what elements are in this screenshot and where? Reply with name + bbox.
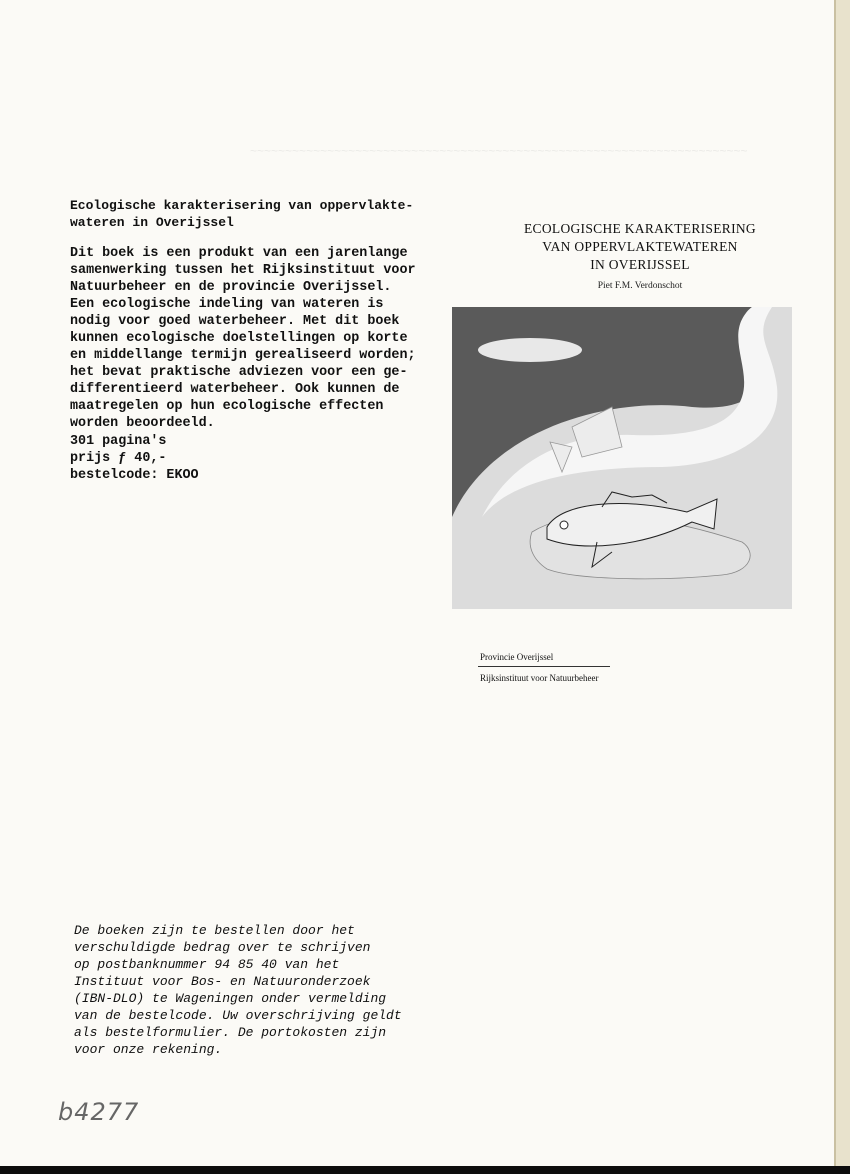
book-title: Ecologische karakterisering van oppervlakte- wateren in Overijssel bbox=[70, 198, 414, 230]
order-code: bestelcode: EKOO bbox=[70, 468, 199, 483]
bleed-through-text: ~~~~~~~~~~~~~~~~~~~~~~~~~~~~~~~~~~~~~~~~~~~~~~~~~~~~~~~~~~~~~~~~~~~~~~~ bbox=[250, 144, 748, 158]
publisher-province: Provincie Overijssel bbox=[480, 652, 554, 662]
page-edge-bottom bbox=[0, 1166, 850, 1174]
cover-author: Piet F.M. Verdonschot bbox=[597, 281, 683, 291]
ordering-info: De boeken zijn te bestellen door het verschuldigde bedrag over te schrijven op postbanknummer 94 85 40 van het Instituut voor Bos- en Natuuronderzoek (IBN-DLO) te Wageningen onder vermelding van de bestelcode. Uw overschrijving geldt als bestelformulier. De portokosten zijn voor onze rekening. bbox=[74, 923, 402, 1057]
publisher-institute: Rijksinstituut voor Natuurbeheer bbox=[480, 673, 599, 683]
purchase-info bbox=[70, 433, 199, 484]
handwritten-note: b4277 bbox=[58, 1098, 140, 1126]
fish-eye bbox=[560, 521, 568, 529]
page-edge-right bbox=[834, 0, 850, 1174]
divider bbox=[478, 666, 610, 667]
cloud bbox=[478, 338, 582, 362]
price: prijs ƒ 40,- bbox=[70, 451, 167, 466]
cover-illustration bbox=[452, 307, 792, 609]
book-description: Dit boek is een produkt van een jarenlange samenwerking tussen het Rijksinstituut voor Natuurbeheer en de provincie Overijssel. Een ecologische indeling van wateren is nodig voor goed waterbeheer. Met dit boek kunnen ecologische doelstellingen op korte en middellange termijn gerealiseerd worden; het bevat praktische adviezen voor een ge- differentieerd waterbeheer. Ook kunnen de maatregelen op hun ecologische effecten worden beoordeeld. bbox=[70, 246, 416, 431]
cover-title: ECOLOGISCHE KARAKTERISERING VAN OPPERVLAKTEWATEREN IN OVERIJSSEL bbox=[524, 221, 756, 272]
page-count: 301 pagina's bbox=[70, 434, 167, 449]
